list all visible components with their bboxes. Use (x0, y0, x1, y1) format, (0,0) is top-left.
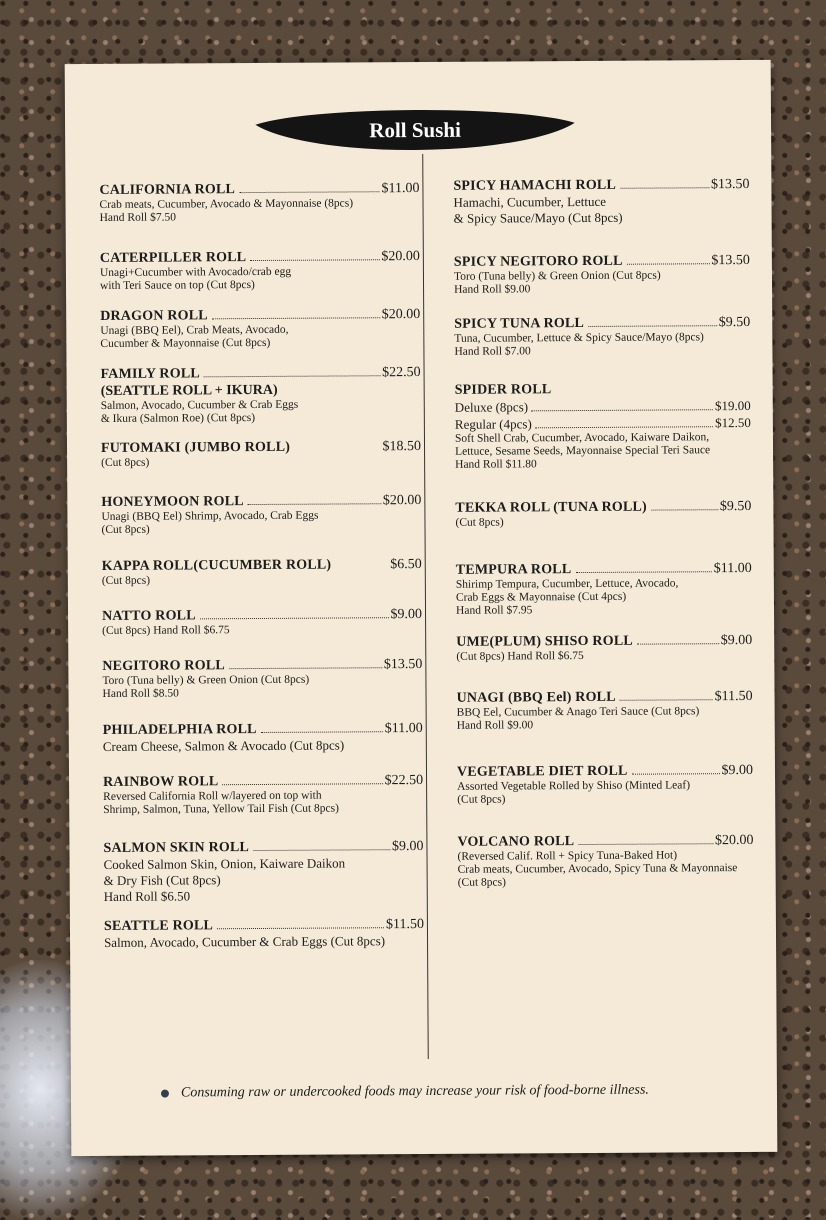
item-price: $11.00 (381, 180, 419, 197)
dot-leader (222, 782, 382, 785)
item-name: VEGETABLE DIET ROLL (457, 763, 628, 781)
health-notice-text: Consuming raw or undercooked foods may increase your risk of food-borne illness. (181, 1083, 649, 1102)
menu-item (101, 364, 421, 426)
item-name: VOLCANO ROLL (457, 833, 574, 851)
item-name: SPICY TUNA ROLL (454, 315, 584, 333)
item-description: Unagi (BBQ Eel) Shrimp, Avocado, Crab Eggs (101, 509, 421, 524)
menu-item (102, 656, 422, 701)
item-price: $20.00 (381, 248, 420, 265)
item-description: (Reversed Calif. Roll + Spicy Tuna-Baked Hot) (457, 849, 753, 864)
menu-item (456, 560, 752, 618)
dot-leader (620, 186, 709, 189)
menu-item (454, 252, 750, 297)
menu-item (454, 314, 750, 359)
dot-leader (204, 374, 380, 377)
menu-item-header (101, 492, 421, 511)
item-description: Shirimp Tempura, Cucumber, Lettuce, Avocado, (456, 577, 752, 592)
spacer (290, 450, 382, 451)
item-name: NEGITORO ROLL (102, 657, 225, 675)
item-name: FUTOMAKI (JUMBO ROLL) (101, 439, 290, 457)
item-name: CALIFORNIA ROLL (99, 181, 235, 199)
menu-item (457, 688, 753, 733)
item-price: $20.00 (382, 306, 421, 323)
item-description: (Cut 8pcs) (101, 522, 421, 537)
dot-leader (261, 730, 383, 733)
menu-item (453, 176, 749, 227)
item-price: $9.00 (721, 762, 753, 779)
menu-item-header (457, 762, 753, 781)
item-description: with Teri Sauce on top (Cut 8pcs) (100, 278, 420, 293)
menu-item (455, 498, 751, 530)
item-name: DRAGON ROLL (100, 307, 208, 325)
dot-leader (253, 848, 390, 851)
menu-item-header (100, 248, 420, 267)
item-price: $11.50 (715, 688, 753, 705)
menu-item-header (101, 364, 421, 383)
dot-leader (250, 258, 379, 261)
item-description: Toro (Tuna belly) & Green Onion (Cut 8pcs) (102, 673, 422, 688)
item-name: RAINBOW ROLL (103, 773, 218, 791)
item-price: $9.50 (720, 498, 752, 515)
item-description: & Ikura (Salmon Roe) (Cut 8pcs) (101, 411, 421, 426)
item-name: FAMILY ROLL (101, 365, 200, 383)
dot-leader (588, 324, 717, 327)
item-price: $11.00 (714, 560, 752, 577)
item-name: TEKKA ROLL (TUNA ROLL) (455, 499, 647, 517)
menu-item-header (102, 656, 422, 675)
menu-page (65, 60, 778, 1156)
item-description: Crab Eggs & Mayonnaise (Cut 4pcs) (456, 590, 752, 605)
item-name: HONEYMOON ROLL (101, 493, 244, 511)
item-price: $18.50 (382, 438, 421, 455)
item-description: Hand Roll $9.00 (454, 282, 750, 297)
item-price: $11.00 (385, 720, 423, 737)
menu-item-header (101, 438, 421, 457)
menu-item (457, 832, 753, 890)
item-description: Tuna, Cucumber, Lettuce & Spicy Sauce/Mayo (8pcs) (454, 331, 750, 346)
item-name: TEMPURA ROLL (456, 561, 572, 579)
item-description: (Cut 8pcs) Hand Roll $6.75 (102, 623, 422, 638)
item-name: UME(PLUM) SHISO ROLL (456, 633, 633, 651)
item-name: SPIDER ROLL (455, 381, 552, 399)
menu-item (457, 762, 753, 807)
menu-item-header (103, 720, 423, 739)
option-price: $12.50 (715, 414, 751, 431)
item-description: Hand Roll $9.00 (457, 718, 753, 733)
item-description: Soft Shell Crab, Cucumber, Avocado, Kaiware Daikon, (455, 431, 751, 446)
menu-item (100, 248, 420, 293)
menu-item-header (103, 772, 423, 791)
dot-leader (248, 502, 381, 505)
item-description: Hand Roll $7.00 (454, 344, 750, 359)
item-price: $13.50 (711, 252, 750, 269)
dot-leader (627, 262, 710, 265)
dot-leader (217, 926, 384, 929)
menu-item-header (104, 916, 424, 935)
health-notice (161, 1083, 649, 1102)
dot-leader (239, 190, 379, 193)
item-name: KAPPA ROLL(CUCUMBER ROLL) (102, 557, 332, 575)
dot-leader (632, 772, 720, 775)
item-price: $11.50 (386, 916, 424, 933)
option-price: $19.00 (715, 397, 751, 414)
item-price: $20.00 (383, 492, 422, 509)
item-description: Shrimp, Salmon, Tuna, Yellow Tail Fish (Cut 8pcs) (103, 802, 423, 817)
item-name: NATTO ROLL (102, 607, 196, 625)
dot-leader (575, 570, 711, 573)
item-description: Crab meats, Cucumber, Avocado & Mayonnaise (8pcs) (99, 197, 419, 212)
item-price: $9.00 (392, 838, 424, 855)
menu-item (103, 772, 423, 817)
item-price: $22.50 (385, 772, 424, 789)
menu-item (102, 606, 422, 638)
item-description: BBQ Eel, Cucumber & Anago Teri Sauce (Cut 8pcs) (457, 705, 753, 720)
item-description: (Cut 8pcs) Hand Roll $6.75 (456, 649, 752, 664)
dot-leader (637, 642, 719, 644)
menu-item-header (457, 832, 753, 851)
item-price: $22.50 (382, 364, 421, 381)
dot-leader (535, 425, 713, 428)
item-description: Reversed California Roll w/layered on top with (103, 789, 423, 804)
item-description: Cucumber & Mayonnaise (Cut 8pcs) (100, 336, 420, 351)
menu-item-header (457, 688, 753, 707)
dot-leader (531, 408, 713, 411)
menu-item-header (453, 176, 749, 195)
menu-item (455, 380, 752, 472)
dot-leader (200, 616, 389, 619)
item-description: (Cut 8pcs) (102, 573, 422, 588)
menu-item-header (102, 606, 422, 625)
item-description: Hand Roll $7.95 (456, 603, 752, 618)
menu-item-header (103, 838, 423, 857)
menu-item (103, 838, 423, 905)
dot-leader (620, 698, 713, 701)
dot-leader (212, 316, 380, 319)
item-name: SALMON SKIN ROLL (103, 839, 249, 857)
item-description: Cream Cheese, Salmon & Avocado (Cut 8pcs) (103, 737, 423, 755)
option-label: Deluxe (8pcs) (455, 398, 528, 415)
item-description: Hand Roll $8.50 (102, 686, 422, 701)
item-description: Unagi (BBQ Eel), Crab Meats, Avocado, (100, 323, 420, 338)
menu-item-header (100, 306, 420, 325)
dot-leader (229, 666, 382, 669)
left-column (99, 180, 419, 182)
item-description: (Cut 8pcs) (458, 875, 754, 890)
item-description: Hand Roll $7.50 (100, 210, 420, 225)
item-name: CATERPILLER ROLL (100, 249, 247, 267)
menu-item (103, 720, 423, 755)
menu-item-header (454, 314, 750, 333)
dot-leader (651, 508, 718, 510)
spacer (551, 392, 750, 393)
item-description: (Cut 8pcs) (101, 455, 421, 470)
menu-item-header (456, 560, 752, 579)
menu-item (101, 438, 421, 470)
item-price: $9.00 (721, 632, 753, 649)
item-subtitle: (SEATTLE ROLL + IKURA) (101, 381, 421, 400)
menu-item (104, 916, 424, 951)
item-description: Unagi+Cucumber with Avocado/crab egg (100, 265, 420, 280)
item-price: $9.00 (390, 606, 422, 623)
item-name: SPICY NEGITORO ROLL (454, 253, 623, 271)
menu-item-header (455, 380, 751, 399)
item-description: (Cut 8pcs) (455, 515, 751, 530)
size-option (455, 414, 751, 433)
item-name: SPICY HAMACHI ROLL (453, 177, 616, 195)
menu-item (102, 556, 422, 588)
dot-leader (578, 842, 713, 845)
item-description: Assorted Vegetable Rolled by Shiso (Minted Leaf) (457, 779, 753, 794)
item-description: Salmon, Avocado, Cucumber & Crab Eggs (101, 398, 421, 413)
menu-title: Roll Sushi (245, 117, 585, 144)
item-price: $13.50 (384, 656, 423, 673)
menu-item (456, 632, 752, 664)
menu-item (100, 306, 420, 351)
item-description: Cooked Salmon Skin, Onion, Kaiware Daikon (104, 855, 424, 873)
item-description: Toro (Tuna belly) & Green Onion (Cut 8pcs) (454, 269, 750, 284)
bullet-icon (161, 1090, 169, 1098)
item-description: Hand Roll $11.80 (455, 457, 751, 472)
size-option (455, 397, 751, 416)
menu-item-header (456, 632, 752, 651)
item-price: $6.50 (390, 556, 422, 573)
menu-item-header (102, 556, 422, 575)
menu-item-header (99, 180, 419, 199)
item-description: Crab meats, Cucumber, Avocado, Spicy Tuna & Mayonnaise (458, 862, 754, 877)
item-price: $20.00 (715, 832, 754, 849)
menu-item (101, 492, 421, 537)
item-description: Hand Roll $6.50 (104, 887, 424, 905)
item-price: $9.50 (719, 314, 751, 331)
right-column (453, 176, 749, 178)
menu-item (99, 180, 419, 225)
item-name: PHILADELPHIA ROLL (103, 721, 257, 739)
item-description: Lettuce, Sesame Seeds, Mayonnaise Special Teri Sauce (455, 444, 751, 459)
item-description: Hamachi, Cucumber, Lettuce (453, 193, 749, 211)
item-name: SEATTLE ROLL (104, 917, 213, 935)
item-description: & Spicy Sauce/Mayo (Cut 8pcs) (454, 209, 750, 227)
item-description: & Dry Fish (Cut 8pcs) (104, 871, 424, 889)
item-description: Salmon, Avocado, Cucumber & Crab Eggs (Cut 8pcs) (104, 933, 424, 951)
item-name: UNAGI (BBQ Eel) ROLL (457, 689, 616, 707)
menu-item-header (454, 252, 750, 271)
option-label: Regular (4pcs) (455, 415, 532, 432)
item-price: $13.50 (711, 176, 750, 193)
item-description: (Cut 8pcs) (457, 792, 753, 807)
menu-item-header (455, 498, 751, 517)
